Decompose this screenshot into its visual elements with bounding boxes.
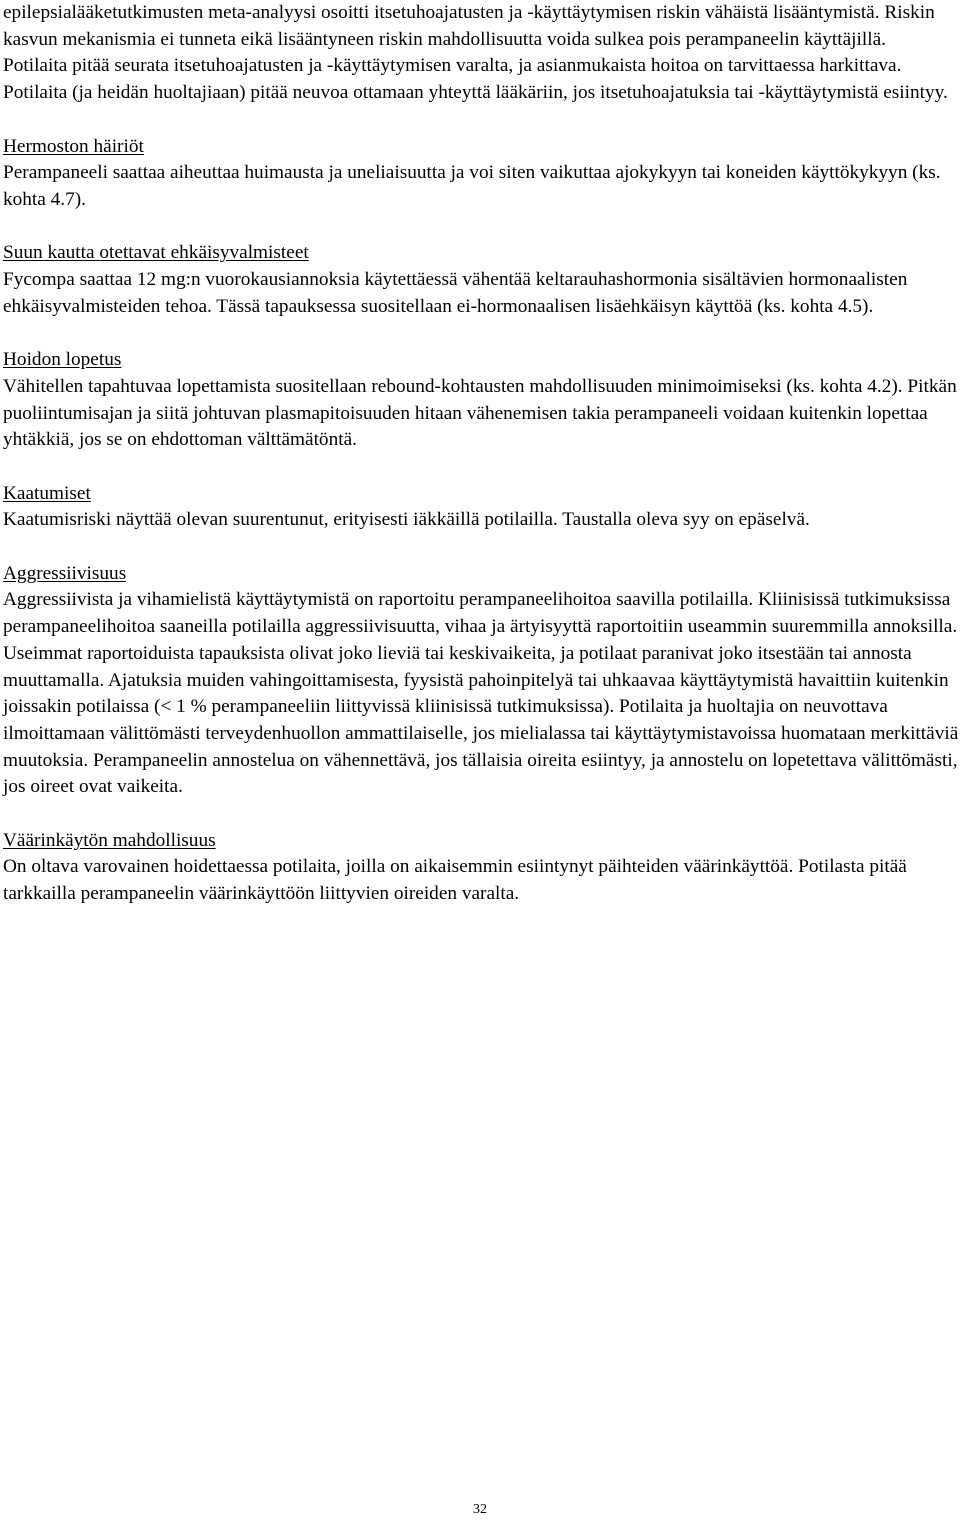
page-number: 32 (473, 1502, 487, 1517)
section-oral-contraceptives (3, 240, 959, 320)
section-falls (3, 481, 959, 534)
document-page (3, 0, 959, 908)
section-body: Fycompa saattaa 12 mg:n vuorokausiannoksia käytettäessä vähentää keltarauhashormonia sisältävien hormonaalisten ehkäisyvalmisteiden tehoa. Tässä tapauksessa suositellaan ei-hormonaalisen lisäehkäisyn käyttöä (ks. kohta 4.5). (3, 269, 908, 317)
intro-paragraph: epilepsialääketutkimusten meta-analyysi osoitti itsetuhoajatusten ja -käyttäytymisen riskin vähäistä lisääntymistä. Riskin kasvun mekanismia ei tunneta eikä lisääntyneen riskin mahdollisuutta voida sulkea pois perampaneelin käyttäjillä. (3, 2, 935, 50)
section-heading: Hermoston häiriöt (3, 135, 144, 157)
section-body: Aggressiivista ja vihamielistä käyttäytymistä on raportoitu perampaneelihoitoa saavilla potilailla. Kliinisissä tutkimuksissa perampaneelihoitoa saaneilla potilailla aggressiivisuutta, vihaa ja ärtyisyyttä raportoitiin useammin suuremmilla annoksilla. Useimmat raportoiduista tapauksista olivat joko lieviä tai keskivaikeita, ja potilaat paranivat joko itsestään tai annosta muuttamalla. Ajatuksia muiden vahingoittamisesta, fyysistä pahoinpitelyä tai uhkaavaa käyttäytymistä havaittiin kuitenkin joissakin potilaissa (< 1 % perampaneeliin liittyvissä kliinisissä tutkimuksissa). Potilaita ja huoltajia on neuvottava ilmoittamaan välittömästi terveydenhuollon ammattilaiselle, jos mielialassa tai käyttäytymistavoissa huomataan merkittäviä muutoksia. Perampaneelin annostelua on vähennettävä, jos tällaisia oireita esiintyy, ja annostelu on lopetettava välittömästi, jos oireet ovat vaikeita. (3, 589, 959, 798)
section-aggression (3, 561, 959, 801)
section-body: Vähitellen tapahtuvaa lopettamista suositellaan rebound-kohtausten mahdollisuuden minimoimiseksi (ks. kohta 4.2). Pitkän puoliintumisajan ja siitä johtuvan plasmapitoisuuden hitaan vähenemisen takia perampaneeli voidaan kuitenkin lopettaa yhtäkkiä, jos se on ehdottoman välttämätöntä. (3, 375, 957, 451)
section-body: On oltava varovainen hoidettaessa potilaita, joilla on aikaisemmin esiintynyt päihteiden väärinkäyttöä. Potilasta pitää tarkkailla perampaneelin väärinkäyttöön liittyvien oireiden varalta. (3, 856, 907, 905)
section-nervous-system (3, 134, 959, 214)
section-heading: Kaatumiset (3, 482, 91, 504)
section-body: Kaatumisriski näyttää olevan suurentunut, erityisesti iäkkäillä potilailla. Taustalla oleva syy on epäselvä. (3, 509, 810, 531)
section-body: Perampaneeli saattaa aiheuttaa huimausta ja uneliaisuutta ja voi siten vaikuttaa ajokykyyn tai koneiden käyttökykyyn (ks. kohta 4.7). (3, 162, 941, 210)
section-heading: Aggressiivisuus (3, 562, 127, 584)
intro-block (3, 0, 959, 107)
section-heading: Suun kautta otettavat ehkäisyvalmisteet (3, 242, 309, 264)
section-heading: Hoidon lopetus (3, 349, 122, 371)
section-discontinuation (3, 347, 959, 454)
section-abuse-potential (3, 828, 959, 908)
section-heading: Väärinkäytön mahdollisuus (3, 829, 216, 851)
intro-paragraph: Potilaita pitää seurata itsetuhoajatusten ja -käyttäytymisen varalta, ja asianmukaista hoitoa on tarvittaessa harkittava. Potilaita (ja heidän huoltajiaan) pitää neuvoa ottamaan yhteyttä lääkäriin, jos itsetuhoajatuksia tai -käyttäytymistä esiintyy. (3, 55, 948, 104)
